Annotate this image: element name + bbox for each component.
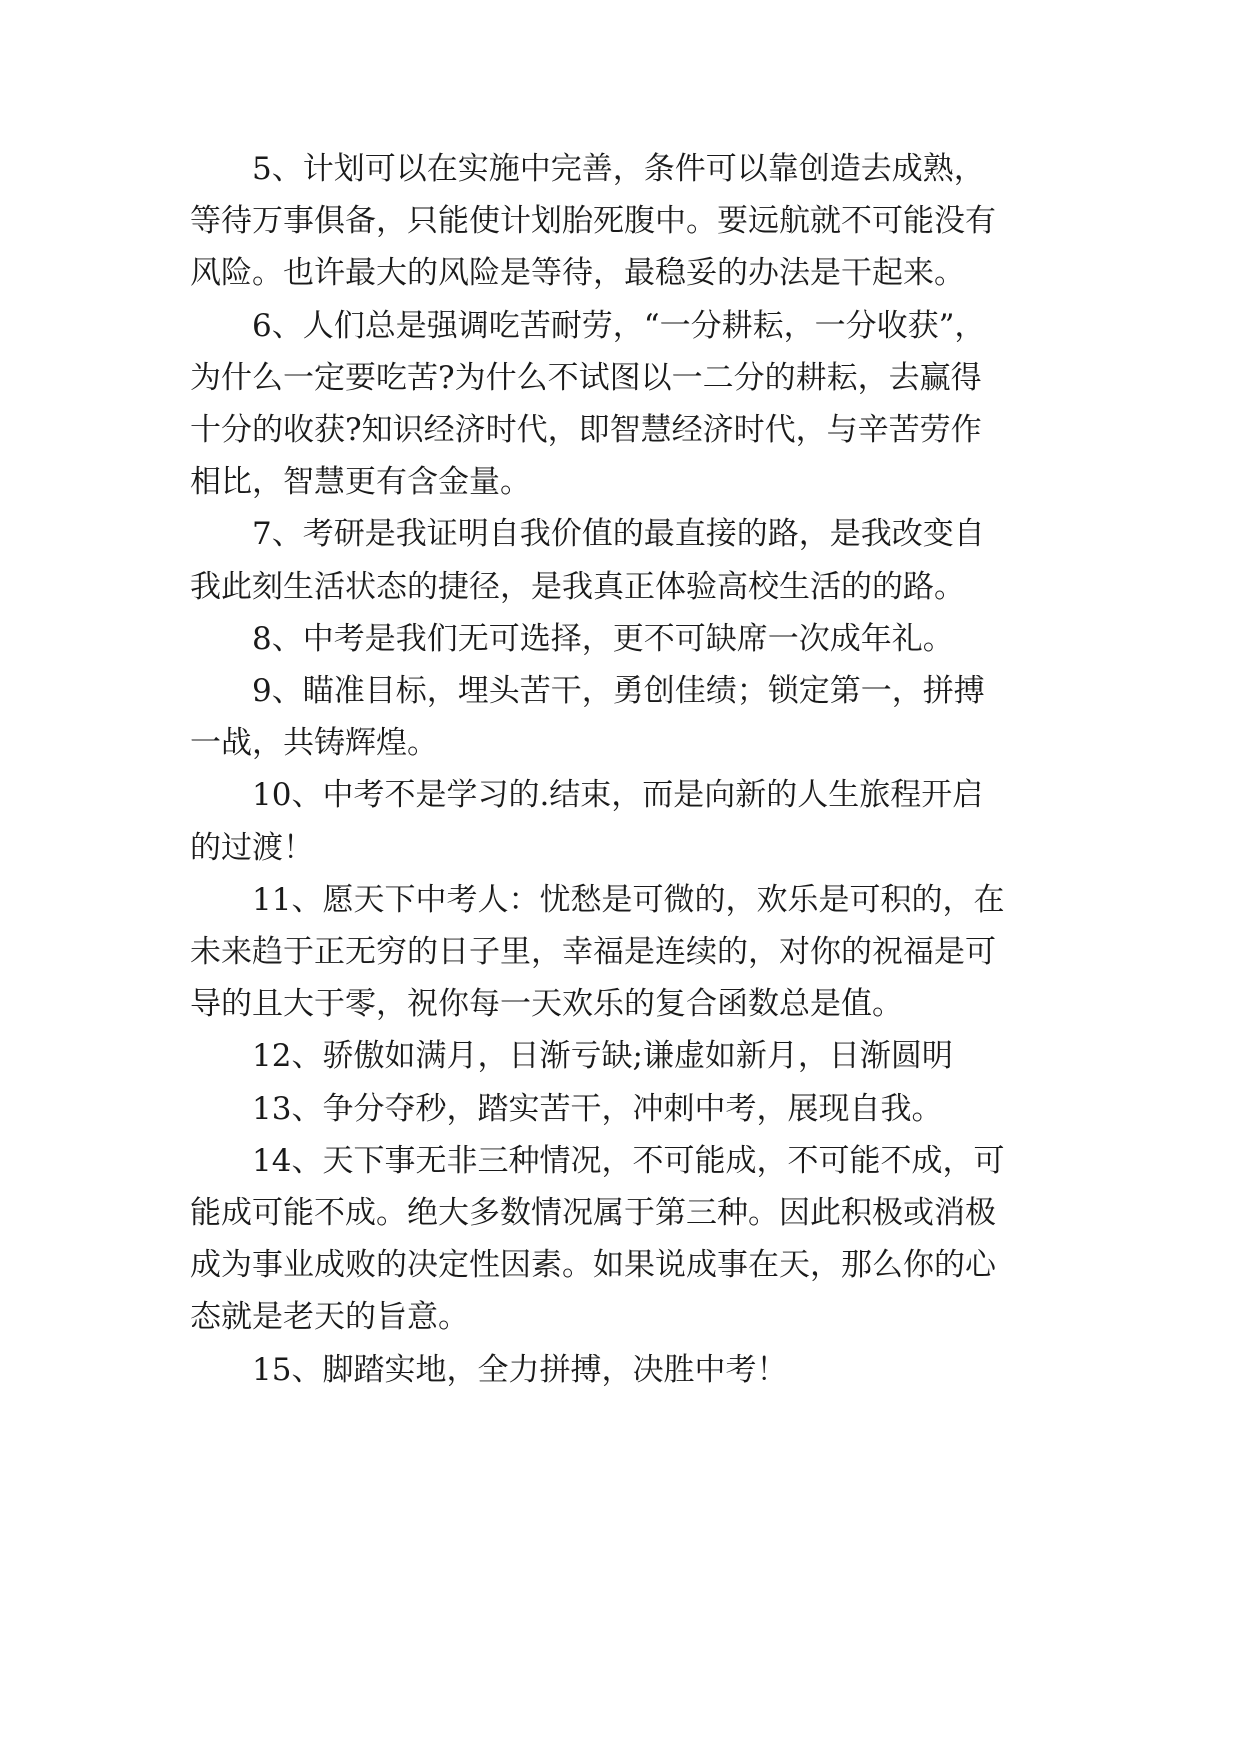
item-line: 等待万事俱备，只能使计划胎死腹中。要远航就不可能没有 [190, 203, 996, 239]
item-first-line: 6、人们总是强调吃苦耐劳，“一分耕耘，一分收获”， [252, 308, 986, 344]
item-first-line: 12、骄傲如满月，日渐亏缺;谦虚如新月，日渐圆明 [252, 1038, 953, 1074]
item-line: 一战，共铸辉煌。 [190, 725, 438, 761]
item-first-line: 11、愿天下中考人：忧愁是可微的，欢乐是可积的，在 [252, 882, 1005, 918]
item-first-line: 9、瞄准目标，埋头苦干，勇创佳绩；锁定第一，拼搏 [252, 673, 985, 709]
item-line: 为什么一定要吃苦?为什么不试图以一二分的耕耘，去赢得 [190, 360, 982, 396]
item-line: 十分的收获?知识经济时代，即智慧经济时代，与辛苦劳作 [190, 412, 982, 448]
item-first-line: 13、争分夺秒，踏实苦干，冲刺中考，展现自我。 [252, 1091, 943, 1127]
item-line: 成为事业成败的决定性因素。如果说成事在天，那么你的心 [190, 1247, 996, 1283]
item-line: 的过渡！ [190, 830, 314, 866]
item-line: 导的且大于零，祝你每一天欢乐的复合函数总是值。 [190, 986, 903, 1022]
item-first-line: 5、计划可以在实施中完善，条件可以靠创造去成熟， [252, 151, 985, 187]
item-first-line: 7、考研是我证明自我价值的最直接的路，是我改变自 [252, 516, 985, 552]
item-first-line: 8、中考是我们无可选择，更不可缺席一次成年礼。 [252, 621, 954, 657]
item-line: 能成可能不成。绝大多数情况属于第三种。因此积极或消极 [190, 1195, 996, 1231]
item-first-line: 10、中考不是学习的.结束，而是向新的人生旅程开启 [252, 777, 984, 813]
item-line: 我此刻生活状态的捷径，是我真正体验高校生活的的路。 [190, 569, 965, 605]
item-line: 风险。也许最大的风险是等待，最稳妥的办法是干起来。 [190, 255, 965, 291]
item-first-line: 15、脚踏实地，全力拼搏，决胜中考！ [252, 1352, 788, 1388]
item-first-line: 14、天下事无非三种情况，不可能成，不可能不成，可 [252, 1143, 1005, 1179]
item-line: 未来趋于正无穷的日子里，幸福是连续的，对你的祝福是可 [190, 934, 996, 970]
item-line: 态就是老天的旨意。 [190, 1299, 469, 1335]
item-line: 相比，智慧更有含金量。 [190, 464, 531, 500]
